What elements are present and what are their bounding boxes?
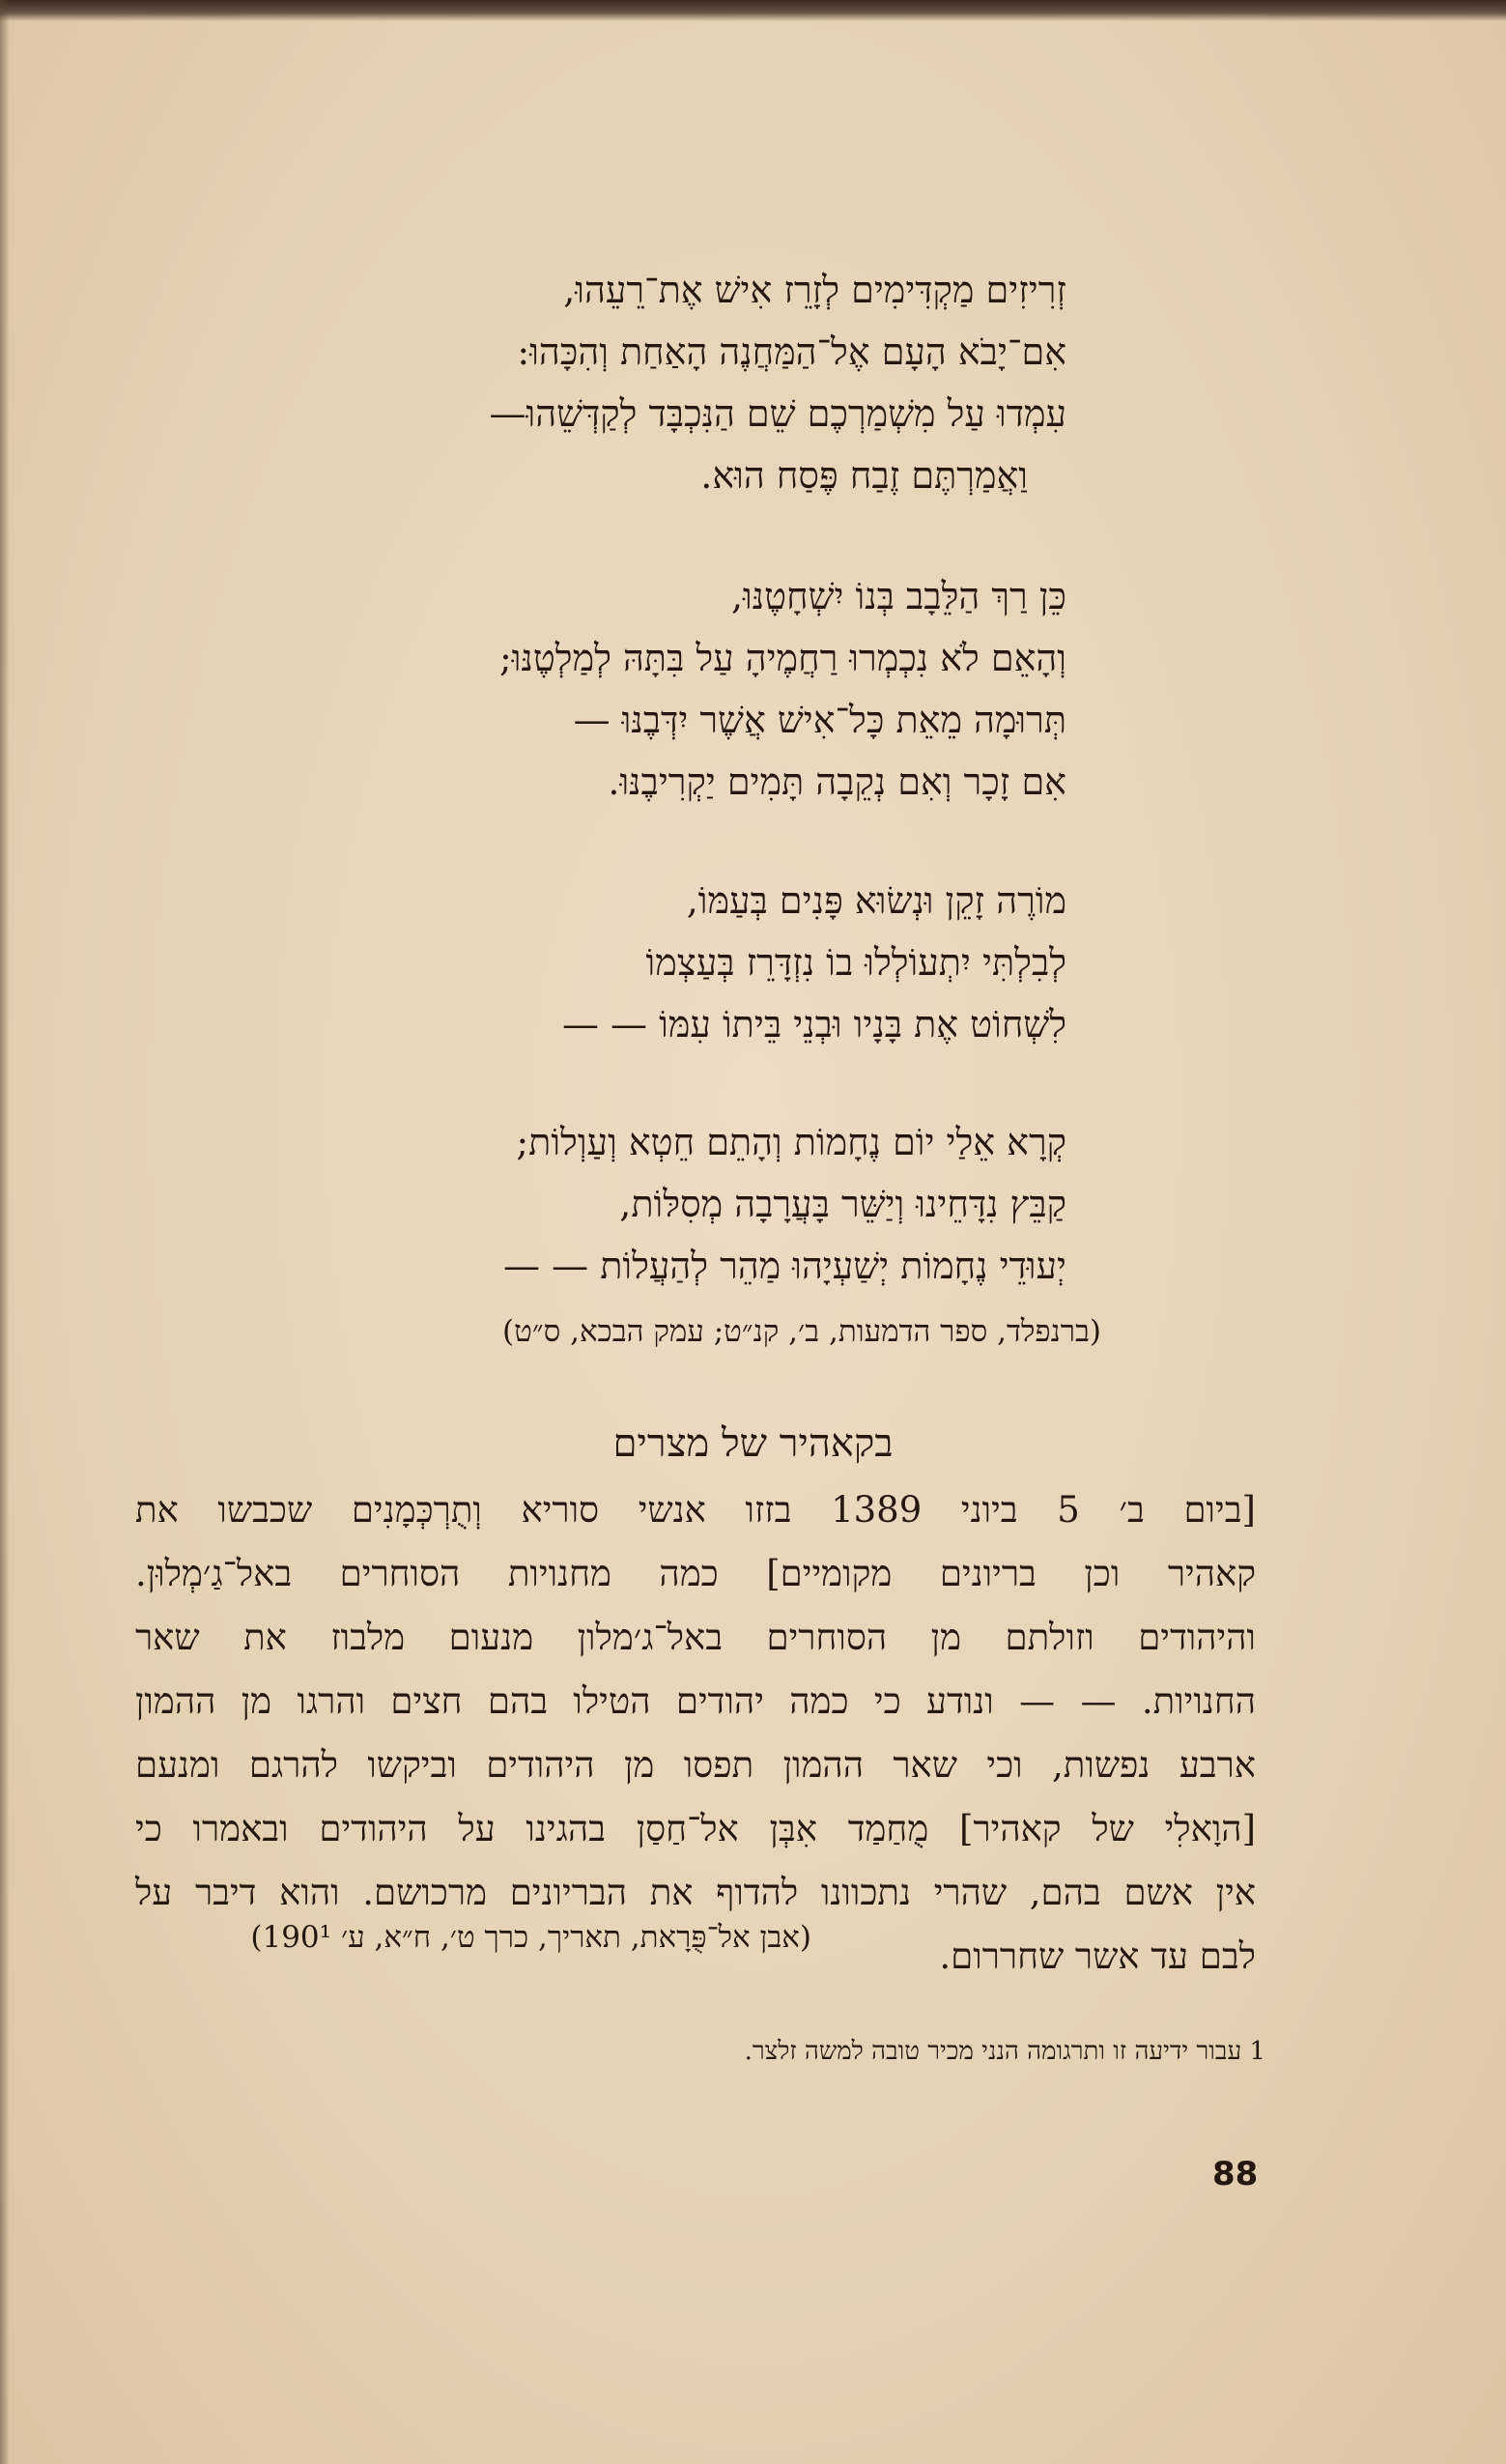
body-line: אין אשם בהם, שהרי נתכוונו להדוף את הבריונים מרכושם. והוא דיבר על [135, 1872, 1256, 1913]
poem-line: קַבֵּץ נִדָּחֵינוּ וְיַשֵּׁר בָּעֲרָבָה מְסִלּוֹת, [619, 1183, 1066, 1225]
poem-stanza-2 [100, 565, 1066, 813]
poem-line: וְהָאֵם לֹא נִכְמְרוּ רַחֲמֶיהָ עַל בִּתָּהּ לְמַלְטֶנּוּ; [498, 637, 1066, 679]
poem-line: לְבִלְתִּי יִתְעוֹלְלוּ בוֹ נִזְדָּרֵז בְּעַצְמוֹ [645, 941, 1066, 984]
poem-stanza-4 [100, 1111, 1066, 1297]
page-number: 88 [1212, 2155, 1259, 2193]
poem-stanza-3 [100, 870, 1066, 1055]
body-line: קאהיר וכן בריונים מקומיים] כמה מחנויות הסוחרים באל־גַ׳מְלוּן. [135, 1553, 1256, 1594]
poem-line: כֵּן רַךְ הַלֵּבָב בְּנוֹ יִשְׁחָטֶנּוּ, [730, 575, 1066, 617]
section-source: (אבן אל־פֻּרָאת, תאריך, כרך ט׳, ח״א, ע׳ 190¹) [250, 1920, 811, 1955]
page-left-shadow [0, 0, 10, 2464]
body-line: והיהודים וזולתם מן הסוחרים באל־ג׳מלון מנעום מלבוז את שאר [135, 1617, 1256, 1658]
poem-line: קְרָא אֵלַי יוֹם נֶחָמוֹת וְהָתֵם חֵטְא וְעַוְלוֹת; [516, 1121, 1066, 1163]
body-line: לבם עד אשר שחררום. [939, 1935, 1256, 1977]
body-line: [הוָאלִי של קאהיר] מֻחַמַד אִבְּן אל־חַסַן בהגינו על היהודים ובאמרו כי [135, 1808, 1256, 1849]
page-top-shadow [0, 0, 1506, 21]
body-line: החנויות. — — ונודע כי כמה יהודים הטילו בהם חצים והרגו מן ההמון [135, 1680, 1256, 1722]
poem-line: אִם־יָבֹא הָעָם אֶל־הַמַּחֲנֶה הָאַחַת וְהִכָּהוּ: [517, 330, 1066, 373]
body-line: ארבע נפשות, וכי שאר ההמון תפסו מן היהודים וביקשו להרגם ומנעם [135, 1744, 1256, 1786]
poem-line: מוֹרֶה זָקֵן וּנְשׂוּא פָּנִים בְּעַמּוֹ, [686, 879, 1066, 922]
poem-line: תְּרוּמָה מֵאֵת כָּל־אִישׁ אֲשֶׁר יִדְּבֶנּוּ — [573, 699, 1066, 741]
poem-line: אִם זָכָר וְאִם נְקֵבָה תָּמִים יַקְרִיבֶנּוּ. [608, 760, 1066, 803]
poem-line: יְעוּדֵי נֶחָמוֹת יְשַׁעְיָהוּ מַהֵר לְהַעֲלוֹת — — [503, 1245, 1066, 1287]
poem-line: לִשְׁחוֹט אֶת בָּנָיו וּבְנֵי בֵּיתוֹ עִמּוֹ — — [561, 1003, 1066, 1046]
section-body [135, 1478, 1256, 1989]
footnote: 1 עבור ידיעה זו ותרגומה הנני מכיר טובה למשה זלצר. [744, 2037, 1265, 2066]
poem-line: זְרִיזִים מַקְדִּימִים לְזָרֵז אִישׁ אֶת־רֵעֵהוּ, [563, 269, 1066, 311]
poem-line: וַאֲמַרְתֶּם זֶבַח פֶּסַח הוּא. [700, 454, 1028, 497]
body-line: [ביום ב׳ 5 ביוני 1389 בזזו אנשי סוריא וְתֻרְכְּמָנִים שכבשו את [135, 1489, 1256, 1531]
poem-citation: (ברנפלד, ספר הדמעות, ב׳, קנ״ט; עמק הבכא, ס״ט) [502, 1314, 1101, 1349]
poem-stanza-1 [100, 259, 1066, 506]
poem-line: עִמְדוּ עַל מִשְׁמַרְכֶם שֵׁם הַנִּכְבָּד לְקַדְּשֵׁהוּ— [489, 392, 1066, 435]
section-heading: בקאהיר של מצרים [612, 1421, 894, 1466]
